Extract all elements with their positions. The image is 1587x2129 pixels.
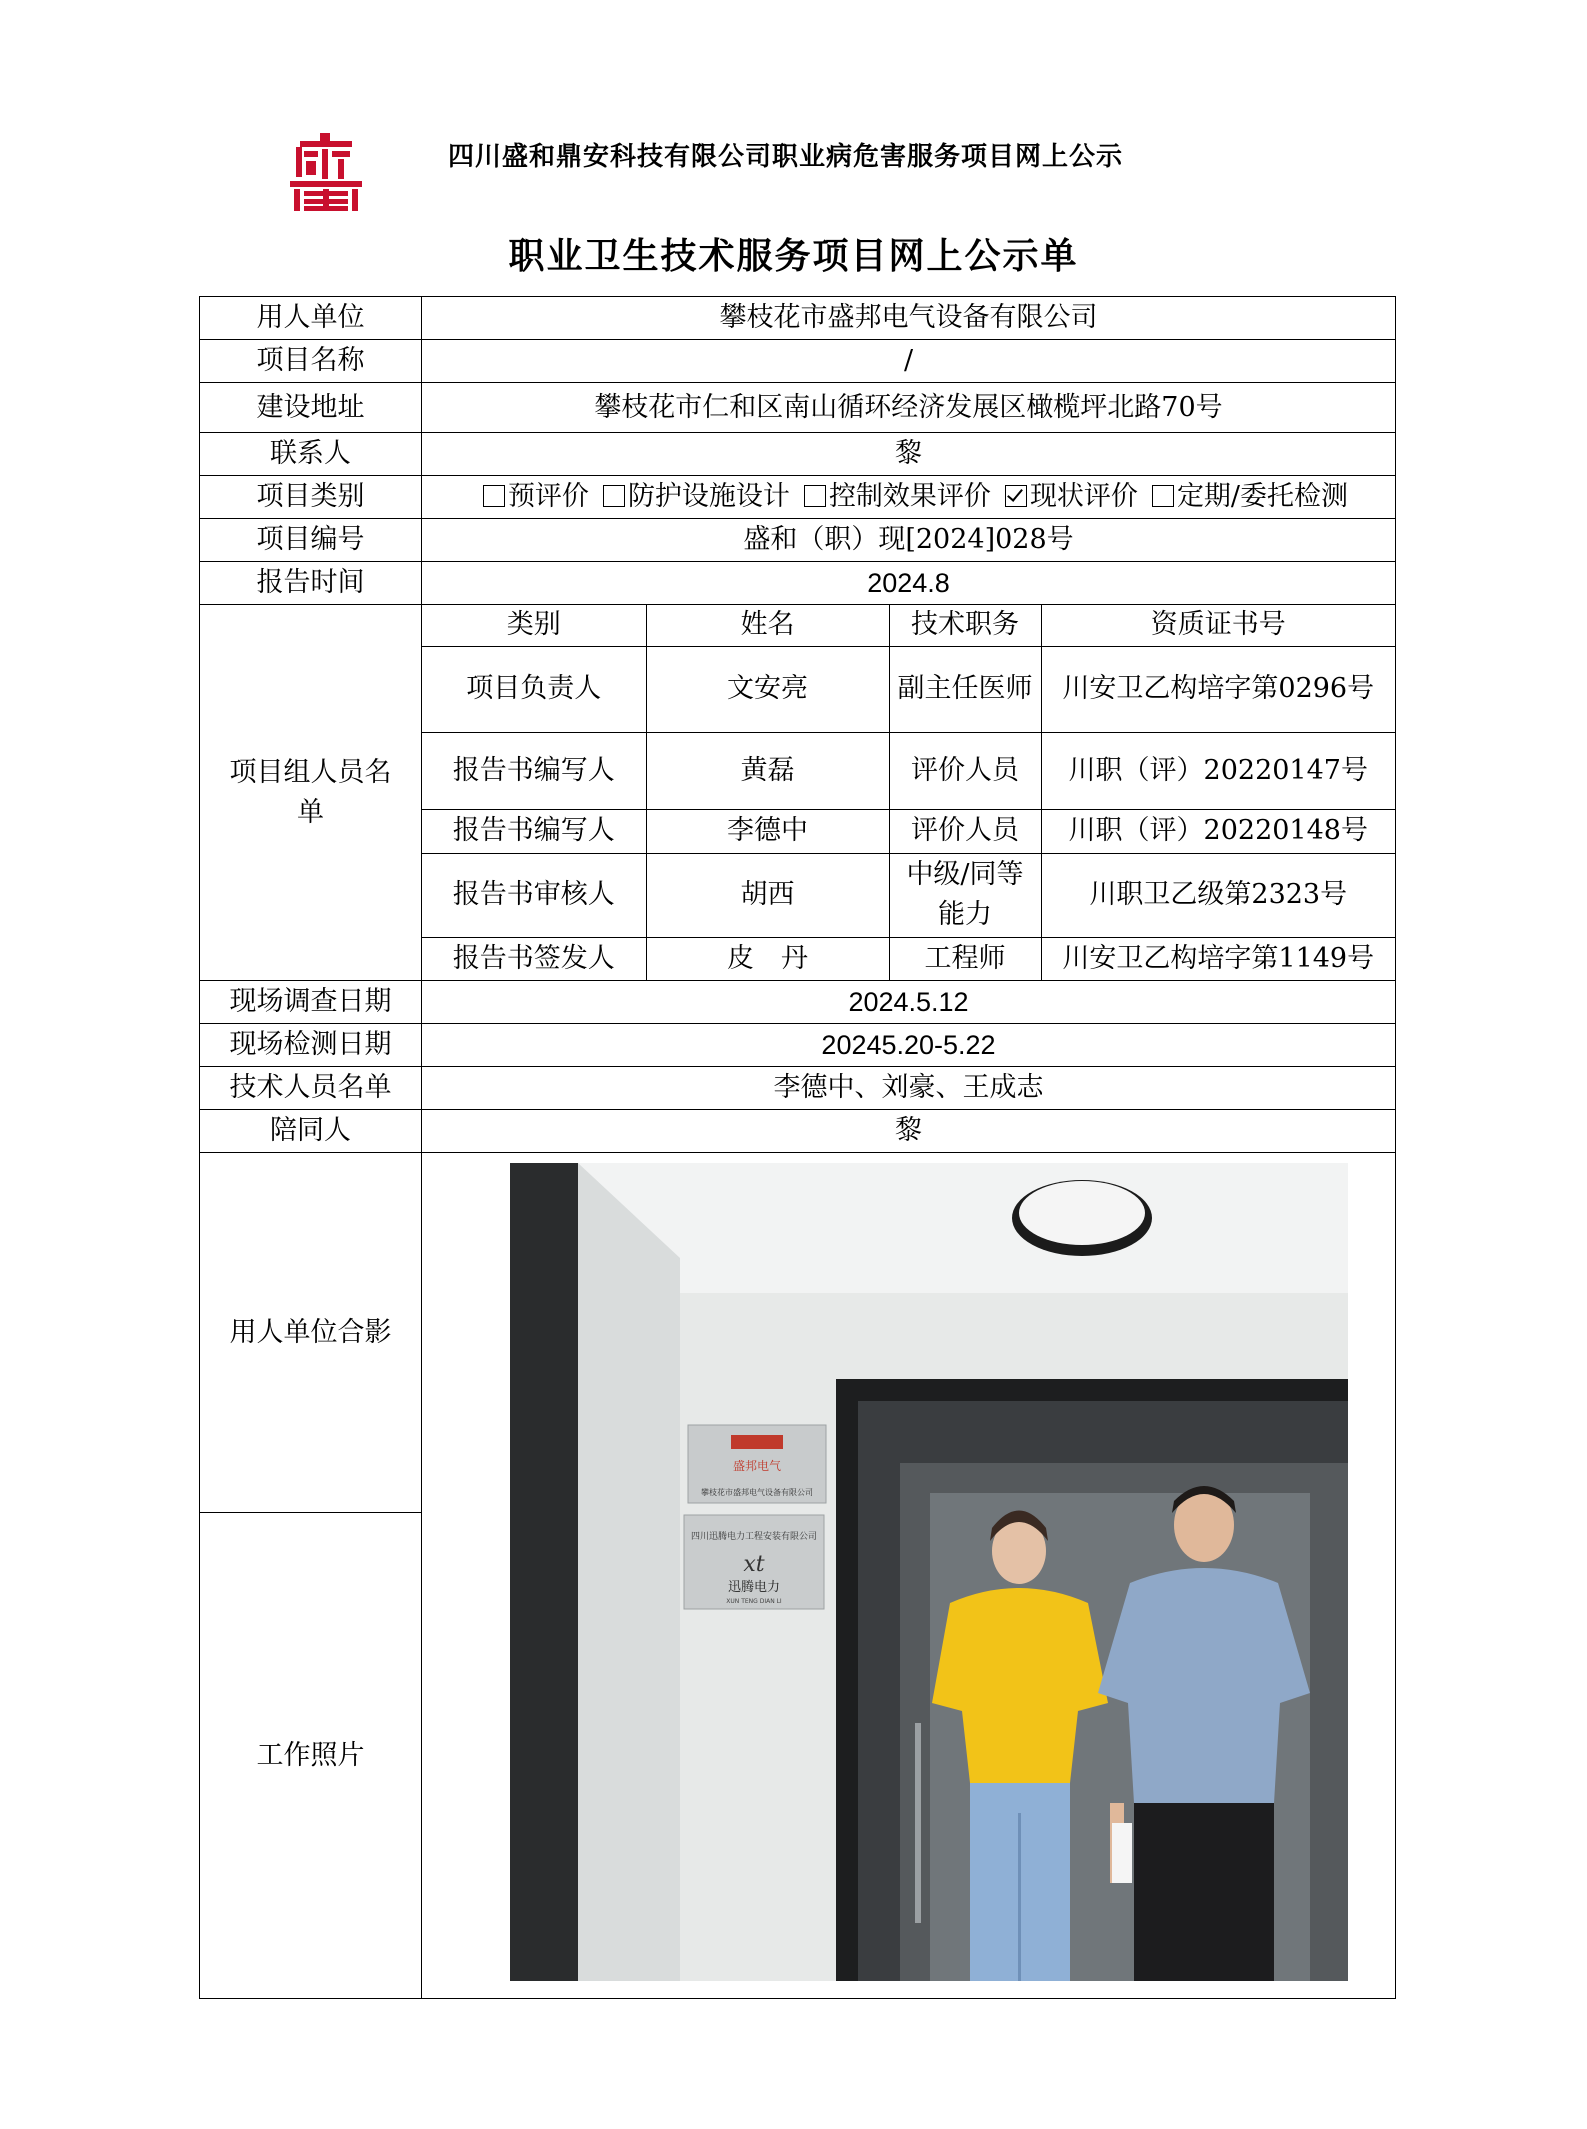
team-title: 工程师 (889, 937, 1041, 980)
team-header-name: 姓名 (646, 605, 889, 646)
group-photo-label: 用人单位合影 (200, 1153, 422, 1513)
survey-date-label: 现场调查日期 (200, 981, 422, 1024)
team-cert: 川安卫乙构培字第1149号 (1041, 937, 1395, 980)
table-row (422, 937, 1395, 980)
company-sign-2 (684, 1515, 824, 1609)
photo-cell (422, 1153, 1396, 1999)
project-name-value: / (422, 340, 1396, 383)
svg-text:XUN TENG DIAN LI: XUN TENG DIAN LI (726, 1598, 782, 1605)
team-header-cert: 资质证书号 (1041, 605, 1395, 646)
photo-illustration (510, 1163, 1348, 1981)
team-name: 黄磊 (646, 732, 889, 809)
svg-text:四川迅腾电力工程安装有限公司: 四川迅腾电力工程安装有限公司 (690, 1532, 818, 1542)
category-checkbox-control-effect[interactable]: 控制效果评价 (790, 481, 991, 512)
category-checkbox-periodic-testing[interactable]: 定期/委托检测 (1138, 481, 1348, 512)
team-label: 项目组人员名单 (200, 605, 422, 981)
svg-text:攀枝花市盛邦电气设备有限公司: 攀枝花市盛邦电气设备有限公司 (701, 1488, 813, 1497)
category-label: 项目类别 (200, 476, 422, 519)
team-cert: 川职卫乙级第2323号 (1041, 853, 1395, 937)
test-date-value: 20245.20-5.22 (422, 1024, 1396, 1067)
team-cert: 川职（评）20220147号 (1041, 732, 1395, 809)
contact-value: 黎 (422, 433, 1396, 476)
team-cell (422, 605, 1396, 981)
table-row (422, 732, 1395, 809)
team-title: 副主任医师 (889, 646, 1041, 732)
test-date-label: 现场检测日期 (200, 1024, 422, 1067)
team-title: 评价人员 (889, 809, 1041, 853)
site-label: 建设地址 (200, 383, 422, 433)
team-table (422, 605, 1395, 980)
group-photo (510, 1163, 1348, 1981)
table-row (422, 646, 1395, 732)
category-checkbox-protection-design[interactable]: 防护设施设计 (589, 481, 790, 512)
contact-label: 联系人 (200, 433, 422, 476)
project-name-label: 项目名称 (200, 340, 422, 383)
work-photo-label: 工作照片 (200, 1513, 422, 1999)
table-row (422, 809, 1395, 853)
site-value: 攀枝花市仁和区南山循环经济发展区橄榄坪北路70号 (422, 383, 1396, 433)
team-header-category: 类别 (422, 605, 646, 646)
tech-staff-label: 技术人员名单 (200, 1067, 422, 1110)
team-name: 李德中 (646, 809, 889, 853)
team-title: 中级/同等能力 (889, 853, 1041, 937)
team-cert: 川安卫乙构培字第0296号 (1041, 646, 1395, 732)
notice-table (199, 296, 1396, 1999)
page-title: 职业卫生技术服务项目网上公示单 (508, 235, 1079, 277)
table-row (422, 853, 1395, 937)
category-options (422, 476, 1396, 519)
employer-label: 用人单位 (200, 297, 422, 340)
team-role: 项目负责人 (422, 646, 646, 732)
employer-value: 攀枝花市盛邦电气设备有限公司 (422, 297, 1396, 340)
svg-text:迅腾电力: 迅腾电力 (727, 1580, 781, 1595)
team-name: 文安亮 (646, 646, 889, 732)
team-role: 报告书签发人 (422, 937, 646, 980)
team-title: 评价人员 (889, 732, 1041, 809)
team-role: 报告书审核人 (422, 853, 646, 937)
survey-date-value: 2024.5.12 (422, 981, 1396, 1024)
report-time-label: 报告时间 (200, 562, 422, 605)
project-no-value: 盛和（职）现[2024]028号 (422, 519, 1396, 562)
header-title: 四川盛和鼎安科技有限公司职业病危害服务项目网上公示 (448, 142, 1124, 172)
category-checkbox-pre-evaluation[interactable]: 预评价 (469, 481, 589, 512)
svg-text:xt: xt (743, 1552, 765, 1577)
team-cert: 川职（评）20220148号 (1041, 809, 1395, 853)
escort-label: 陪同人 (200, 1110, 422, 1153)
team-role: 报告书编写人 (422, 809, 646, 853)
team-role: 报告书编写人 (422, 732, 646, 809)
company-logo (290, 133, 362, 211)
report-time-value: 2024.8 (422, 562, 1396, 605)
svg-text:盛邦电气: 盛邦电气 (732, 1459, 782, 1473)
project-no-label: 项目编号 (200, 519, 422, 562)
team-name: 胡西 (646, 853, 889, 937)
team-name: 皮 丹 (646, 937, 889, 980)
tech-staff-value: 李德中、刘豪、王成志 (422, 1067, 1396, 1110)
escort-value: 黎 (422, 1110, 1396, 1153)
team-header-title: 技术职务 (889, 605, 1041, 646)
company-sign-1 (688, 1425, 826, 1503)
category-checkbox-status-evaluation[interactable]: 现状评价 (991, 481, 1138, 512)
